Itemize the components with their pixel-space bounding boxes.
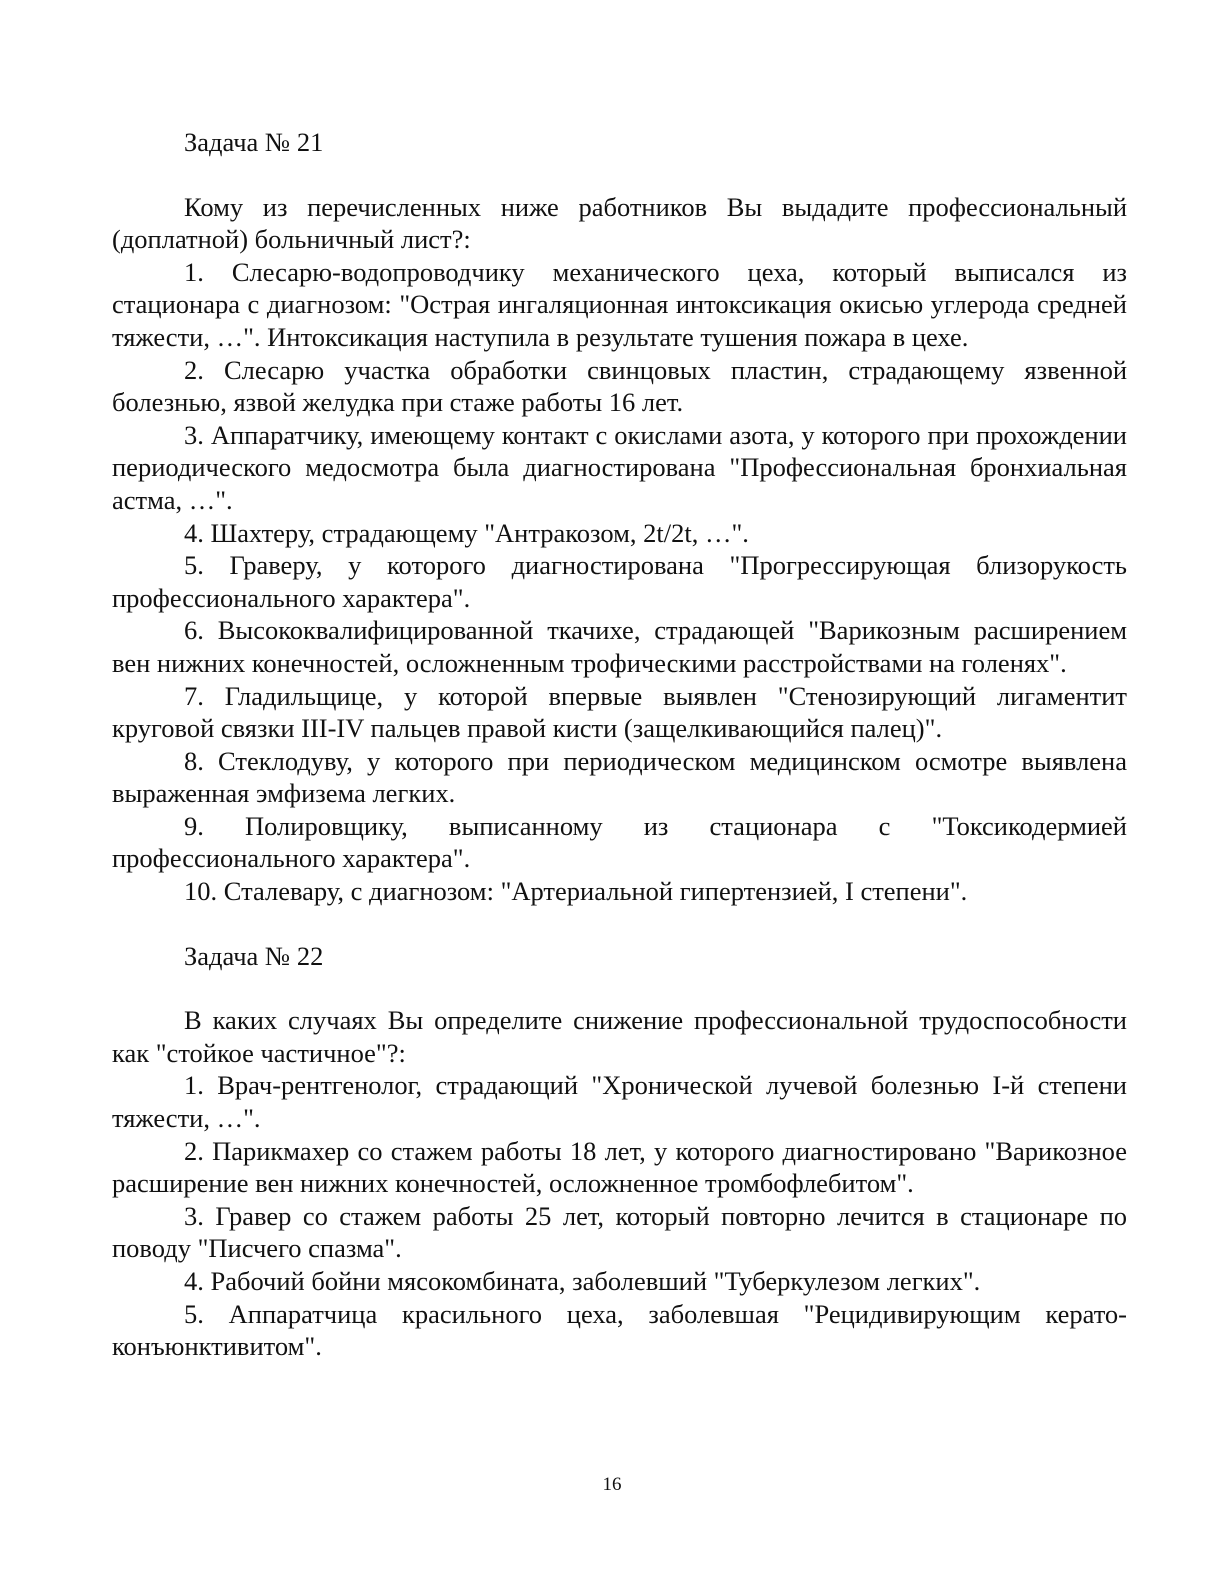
list-item: 1. Врач-рентгенолог, страдающий "Хронической лучевой болезнью I-й степени тяжести, …". <box>112 1070 1127 1134</box>
list-item: 3. Аппаратчику, имеющему контакт с окислами азота, у которого при прохождении периодического медосмотра была диагностирована "Профессиональная бронхиальная астма, …". <box>112 419 1127 515</box>
list-item: 1. Слесарю-водопроводчику механического цеха, который выписался из стационара с диагнозом: "Острая ингаляционная интоксикация окисью углерода средней тяжести, …". Интоксикация наступила в результате тушения пожара в цехе. <box>112 256 1127 352</box>
list-item: 4. Шахтеру, страдающему "Антракозом, 2t/2t, …". <box>184 517 749 548</box>
list-item: 2. Парикмахер со стажем работы 18 лет, у которого диагностировано "Варикозное расширение вен нижних конечностей, осложненное тромбофлебитом". <box>112 1135 1127 1199</box>
page-number: 16 <box>602 1474 622 1495</box>
list-item: 5. Граверу, у которого диагностирована "Прогрессирующая близорукость профессионального характера". <box>112 550 1127 613</box>
task-title: Задача № 21 <box>184 127 324 157</box>
list-item: 9. Полировщику, выписанному из стационара с "Токсикодермией профессионального характера". <box>112 810 1127 874</box>
list-item: 4. Рабочий бойни мясокомбината, заболевший "Туберкулезом легких". <box>184 1266 981 1296</box>
list-item: 8. Стеклодуву, у которого при периодическом медицинском осмотре выявлена выраженная эмфизема легких. <box>112 745 1127 809</box>
task-21 <box>112 126 1127 908</box>
section-gap <box>112 908 1127 940</box>
task-question: В каких случаях Вы определите снижение профессиональной трудоспособности как "стойкое частичное"?: <box>112 1005 1127 1068</box>
list-item: 3. Гравер со стажем работы 25 лет, который повторно лечится в стационаре по поводу "Писчего спазма". <box>112 1200 1127 1264</box>
task-question: Кому из перечисленных ниже работников Вы выдадите профессиональный (доплатной) больничный лист?: <box>112 191 1127 255</box>
list-item: 10. Сталевару, с диагнозом: "Артериальной гипертензией, I степени". <box>184 876 968 907</box>
task-title: Задача № 22 <box>184 940 324 971</box>
list-item: 2. Слесарю участка обработки свинцовых пластин, страдающему язвенной болезнью, язвой желудка при стаже работы 16 лет. <box>112 354 1127 418</box>
list-item: 6. Высококвалифицированной ткачихе, страдающей "Варикозным расширением вен нижних конечностей, осложненным трофическими расстройствами на голенях". <box>112 615 1127 678</box>
list-item: 7. Гладильщице, у которой впервые выявлен "Стенозирующий лигаментит круговой связки III-IV пальцев правой кисти (защелкивающийся палец)". <box>112 680 1127 744</box>
task-22 <box>112 940 1127 1363</box>
document-page <box>112 126 1127 1363</box>
list-item: 5. Аппаратчица красильного цеха, заболевшая "Рецидивирующим керато-конъюнктивитом". <box>112 1298 1127 1362</box>
